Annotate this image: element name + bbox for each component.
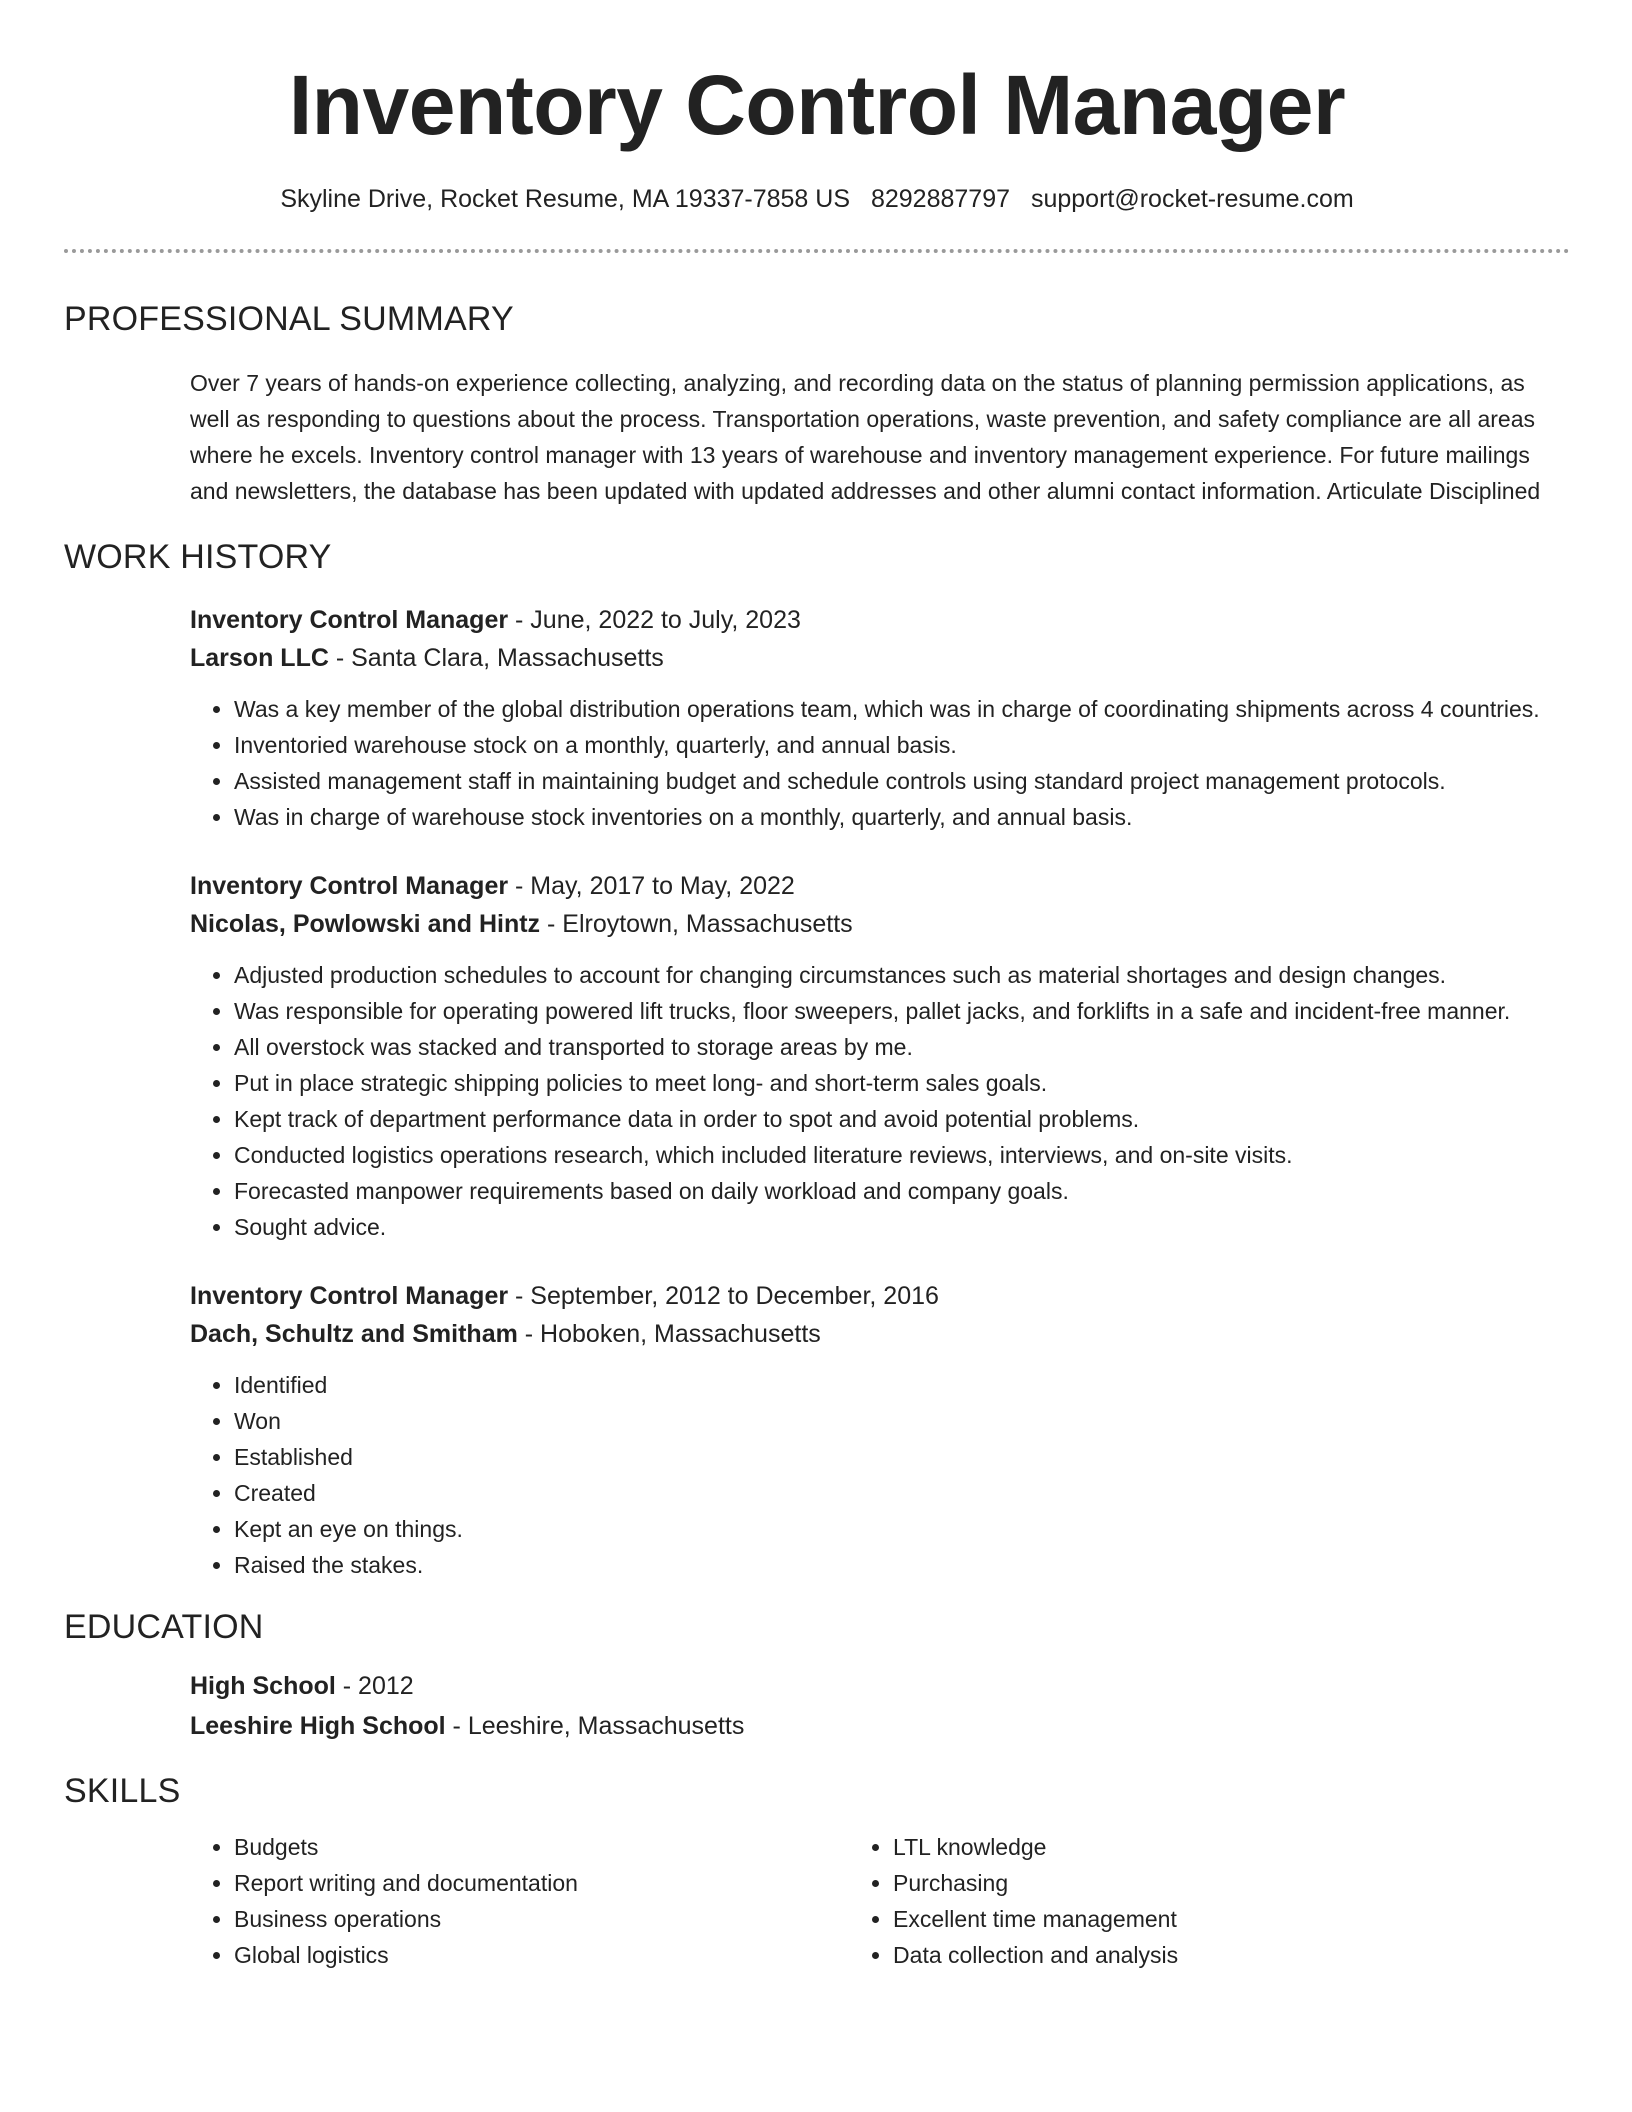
- education-entry: [190, 1667, 1570, 1745]
- skill-item: • Budgets: [234, 1829, 849, 1865]
- contact-line: [64, 182, 1570, 216]
- job-title-line: [190, 867, 1570, 905]
- job-entry: [190, 867, 1570, 1245]
- list-item: • Created: [234, 1475, 1570, 1511]
- job-org-line: [190, 1315, 1570, 1353]
- job-dates: - May, 2017 to May, 2022: [508, 872, 795, 900]
- contact-phone: 8292887797: [870, 185, 1011, 213]
- list-item: • Raised the stakes.: [234, 1547, 1570, 1583]
- job-bullets: [190, 691, 1570, 835]
- education-location: - Leeshire, Massachusetts: [445, 1712, 745, 1740]
- job-role: Inventory Control Manager: [190, 1282, 509, 1310]
- list-item: • Was responsible for operating powered lift trucks, floor sweepers, pallet jacks, and forklifts in a safe and incident-free manner.: [234, 993, 1570, 1029]
- job-location: - Hoboken, Massachusetts: [517, 1320, 821, 1348]
- job-org-line: [190, 639, 1570, 677]
- job-location: - Elroytown, Massachusetts: [540, 910, 853, 938]
- job-dates: - June, 2022 to July, 2023: [508, 606, 801, 634]
- list-item: • Sought advice.: [234, 1209, 1570, 1245]
- job-company: Nicolas, Powlowski and Hintz: [190, 910, 541, 938]
- skill-item: • Data collection and analysis: [893, 1937, 1570, 1973]
- header-divider: [64, 249, 1570, 253]
- skills-list-left: [190, 1829, 849, 1973]
- list-item: • All overstock was stacked and transported to storage areas by me.: [234, 1029, 1570, 1065]
- education-degree-line: [190, 1667, 1570, 1705]
- job-role: Inventory Control Manager: [190, 872, 509, 900]
- job-org-line: [190, 905, 1570, 943]
- job-bullets: [190, 957, 1570, 1245]
- job-entry: [190, 1277, 1570, 1583]
- work-history-heading: WORK HISTORY: [64, 538, 332, 576]
- job-dates: - September, 2012 to December, 2016: [508, 1282, 939, 1310]
- list-item: • Conducted logistics operations research, which included literature reviews, interviews, and on-site visits.: [234, 1137, 1570, 1173]
- skill-item: • LTL knowledge: [893, 1829, 1570, 1865]
- list-item: • Forecasted manpower requirements based on daily workload and company goals.: [234, 1173, 1570, 1209]
- education-school: Leeshire High School: [190, 1712, 446, 1740]
- skills-heading: SKILLS: [64, 1772, 181, 1810]
- summary-heading: PROFESSIONAL SUMMARY: [64, 300, 514, 338]
- skills-list-right: [849, 1829, 1570, 1973]
- job-location: - Santa Clara, Massachusetts: [328, 644, 664, 672]
- education-heading: EDUCATION: [64, 1608, 264, 1646]
- education-year: - 2012: [335, 1672, 414, 1700]
- job-company: Larson LLC: [190, 644, 329, 672]
- contact-email: support@rocket-resume.com: [1030, 185, 1354, 213]
- summary-text: Over 7 years of hands-on experience collecting, analyzing, and recording data on the status of planning permission applications, as well as responding to questions about the process. Transportation operations, waste prevention, and safety compliance are all areas where he excels. Inventory control manager with 13 years of warehouse and inventory management experience. For future mailings and newsletters, the database has been updated with updated addresses and other alumni contact information. Articulate Disciplined: [190, 370, 1541, 504]
- education-school-line: [190, 1707, 1570, 1745]
- education-degree: High School: [190, 1672, 336, 1700]
- skills-columns: [190, 1829, 1570, 1973]
- list-item: • Kept track of department performance data in order to spot and avoid potential problems.: [234, 1101, 1570, 1137]
- job-role: Inventory Control Manager: [190, 606, 509, 634]
- skill-item: • Purchasing: [893, 1865, 1570, 1901]
- list-item: • Identified: [234, 1367, 1570, 1403]
- list-item: • Adjusted production schedules to account for changing circumstances such as material shortages and design changes.: [234, 957, 1570, 993]
- candidate-name: Inventory Control Manager: [288, 58, 1346, 152]
- skill-item: • Excellent time management: [893, 1901, 1570, 1937]
- list-item: • Kept an eye on things.: [234, 1511, 1570, 1547]
- list-item: • Was a key member of the global distribution operations team, which was in charge of coordinating shipments across 4 countries.: [234, 691, 1570, 727]
- skill-item: • Report writing and documentation: [234, 1865, 849, 1901]
- list-item: • Won: [234, 1403, 1570, 1439]
- list-item: • Put in place strategic shipping policies to meet long- and short-term sales goals.: [234, 1065, 1570, 1101]
- skill-item: • Business operations: [234, 1901, 849, 1937]
- list-item: • Inventoried warehouse stock on a monthly, quarterly, and annual basis.: [234, 727, 1570, 763]
- list-item: • Was in charge of warehouse stock inventories on a monthly, quarterly, and annual basis.: [234, 799, 1570, 835]
- job-entry: [190, 601, 1570, 835]
- job-title-line: [190, 1277, 1570, 1315]
- contact-address: Skyline Drive, Rocket Resume, MA 19337-7858 US: [280, 185, 851, 213]
- list-item: • Assisted management staff in maintaining budget and schedule controls using standard project management protocols.: [234, 763, 1570, 799]
- job-title-line: [190, 601, 1570, 639]
- job-company: Dach, Schultz and Smitham: [190, 1320, 518, 1348]
- job-bullets: [190, 1367, 1570, 1583]
- list-item: • Established: [234, 1439, 1570, 1475]
- resume-page: [64, 0, 1570, 1973]
- skill-item: • Global logistics: [234, 1937, 849, 1973]
